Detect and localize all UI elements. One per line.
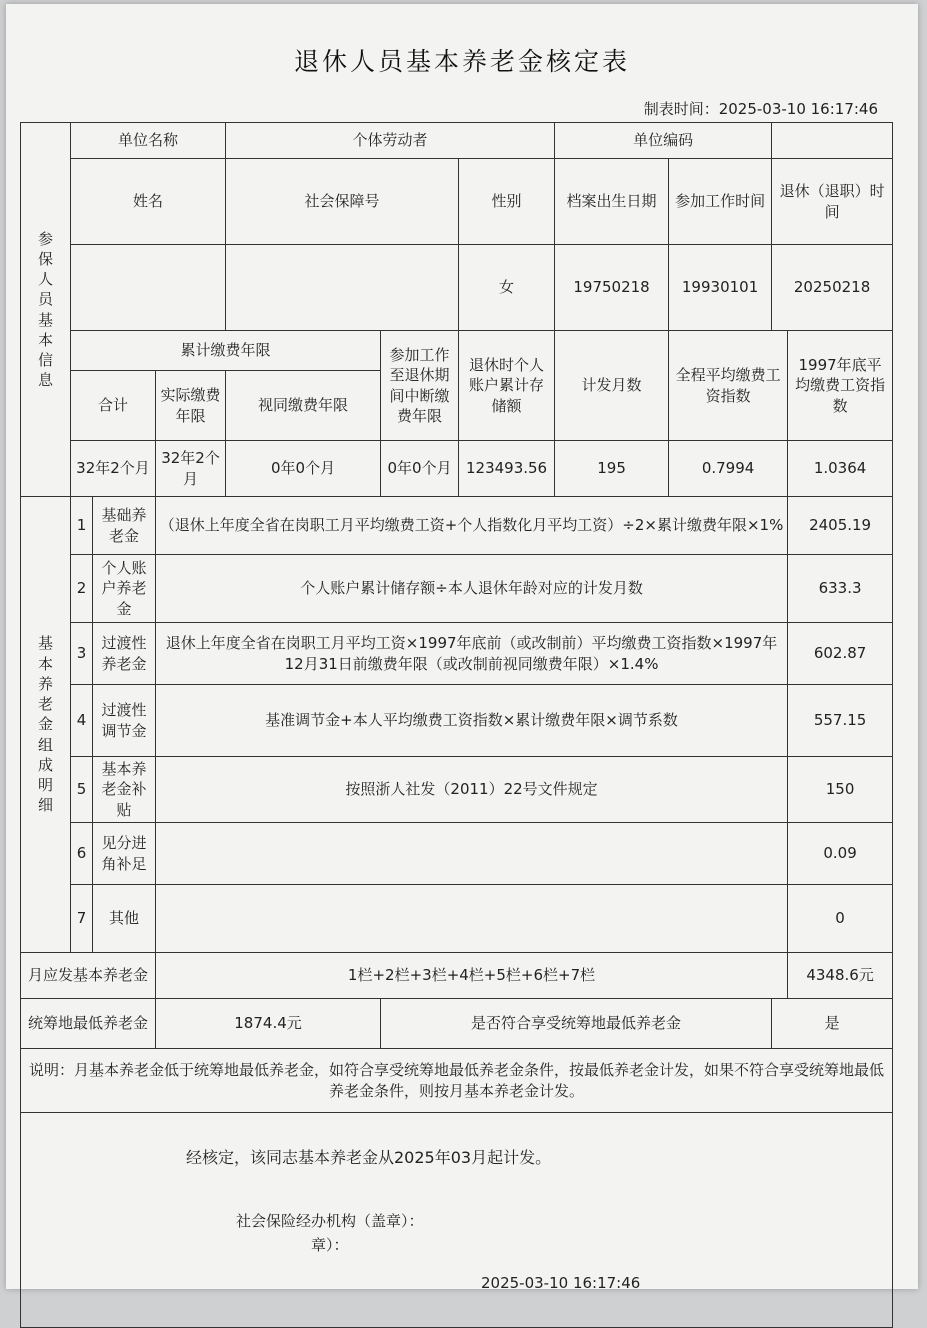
minimum-value: 1874.4元 [156, 999, 381, 1049]
component-no: 2 [71, 555, 93, 623]
component-name: 过渡性调节金 [93, 685, 156, 757]
component-name: 基础养老金 [93, 497, 156, 555]
agency-signature [236, 1209, 424, 1257]
monthly-row [21, 953, 893, 999]
verification-text: 经核定，该同志基本养老金从2025年03月起计发。 [186, 1148, 552, 1167]
vertical-char: 基 [37, 634, 53, 653]
component-row [21, 885, 893, 953]
personal-value-row [21, 245, 893, 331]
index-1997-value: 1.0364 [788, 441, 893, 497]
deemed-years-header: 视同缴费年限 [226, 371, 381, 441]
component-formula: 按照浙人社发（2011）22号文件规定 [156, 757, 788, 823]
months-header: 计发月数 [555, 331, 669, 441]
component-no: 6 [71, 823, 93, 885]
birth-value: 19750218 [555, 245, 669, 331]
component-amount: 602.87 [788, 623, 893, 685]
form-paper [6, 4, 918, 1292]
vertical-char: 金 [37, 715, 53, 734]
minimum-label: 统筹地最低养老金 [21, 999, 156, 1049]
vertical-char: 组 [37, 735, 53, 754]
payment-header-row-1 [21, 331, 893, 371]
account-balance-header: 退休时个人账户累计存储额 [459, 331, 555, 441]
vertical-char: 参 [37, 229, 53, 248]
vertical-char: 本 [37, 654, 53, 673]
vertical-char: 明 [37, 776, 53, 795]
note-text: 说明：月基本养老金低于统筹地最低养老金，如符合享受统筹地最低养老金条件，按最低养老金计发，如果不符合享受统筹地最低养老金条件，则按月基本养老金计发。 [21, 1049, 893, 1113]
minimum-answer: 是 [772, 999, 893, 1049]
name-value [71, 245, 226, 331]
unit-row [21, 123, 893, 159]
verification-area [21, 1113, 893, 1328]
bottom-time: 2025-03-10 16:17:46 [481, 1274, 641, 1292]
component-formula [156, 885, 788, 953]
monthly-label: 月应发基本养老金 [21, 953, 156, 999]
personal-header-row [21, 159, 893, 245]
component-name: 基本养老金补贴 [93, 757, 156, 823]
component-name: 个人账户养老金 [93, 555, 156, 623]
minimum-question: 是否符合享受统筹地最低养老金 [381, 999, 772, 1049]
component-row [21, 757, 893, 823]
component-formula: 个人账户累计储存额÷本人退休年龄对应的计发月数 [156, 555, 788, 623]
vertical-char: 保 [37, 249, 53, 268]
name-header: 姓名 [71, 159, 226, 245]
retire-time-value: 20250218 [772, 245, 893, 331]
component-no: 3 [71, 623, 93, 685]
payment-value-row [21, 441, 893, 497]
component-amount: 2405.19 [788, 497, 893, 555]
component-name: 过渡性养老金 [93, 623, 156, 685]
avg-index-header: 全程平均缴费工资指数 [669, 331, 788, 441]
component-name: 见分进角补足 [93, 823, 156, 885]
actual-years-value: 32年2个月 [156, 441, 226, 497]
ssn-value [226, 245, 459, 331]
index-1997-header: 1997年底平均缴费工资指数 [788, 331, 893, 441]
gender-header: 性别 [459, 159, 555, 245]
component-row [21, 823, 893, 885]
vertical-char: 养 [37, 674, 53, 693]
component-amount: 0 [788, 885, 893, 953]
component-amount: 0.09 [788, 823, 893, 885]
unit-code-label: 单位编码 [555, 123, 772, 159]
vertical-char: 人 [37, 270, 53, 288]
vertical-char: 本 [37, 330, 53, 349]
work-start-value: 19930101 [669, 245, 772, 331]
agency-line-1: 社会保险经办机构（盖章）： [236, 1212, 424, 1230]
interrupt-value: 0年0个月 [381, 441, 459, 497]
note-row [21, 1049, 893, 1113]
component-row [21, 623, 893, 685]
account-balance-value: 123493.56 [459, 441, 555, 497]
vertical-char: 员 [37, 290, 53, 309]
vertical-char: 成 [37, 755, 53, 774]
component-formula: 退休上年度全省在岗职工月平均工资×1997年底前（或改制前）平均缴费工资指数×1997年12月31日前缴费年限（或改制前视同缴费年限）×1.4% [156, 623, 788, 685]
total-years-value: 32年2个月 [71, 441, 156, 497]
total-years-header: 合计 [71, 371, 156, 441]
component-formula: （退休上年度全省在岗职工月平均缴费工资+个人指数化月平均工资）÷2×累计缴费年限×1% [156, 497, 788, 555]
agency-line-2: 章）： [311, 1236, 349, 1254]
minimum-row [21, 999, 893, 1049]
vertical-char: 基 [37, 310, 53, 329]
monthly-amount: 4348.6元 [788, 953, 893, 999]
cumulative-years-header: 累计缴费年限 [71, 331, 381, 371]
made-time: 制表时间：2025-03-10 16:17:46 [643, 100, 878, 118]
vertical-char: 信 [37, 351, 53, 369]
component-no: 4 [71, 685, 93, 757]
birth-header: 档案出生日期 [555, 159, 669, 245]
pension-table [20, 122, 893, 1328]
unit-code-value [772, 123, 893, 159]
component-no: 7 [71, 885, 93, 953]
vertical-char: 息 [37, 371, 53, 390]
monthly-formula: 1栏+2栏+3栏+4栏+5栏+6栏+7栏 [156, 953, 788, 999]
component-row [21, 497, 893, 555]
component-no: 5 [71, 757, 93, 823]
interrupt-header: 参加工作至退休期间中断缴费年限 [381, 331, 459, 441]
unit-name-value: 个体劳动者 [226, 123, 555, 159]
avg-index-value: 0.7994 [669, 441, 788, 497]
unit-name-label: 单位名称 [71, 123, 226, 159]
components-label [21, 497, 71, 953]
component-name: 其他 [93, 885, 156, 953]
retire-time-header: 退休（退职）时间 [772, 159, 893, 245]
ssn-header: 社会保障号 [226, 159, 459, 245]
vertical-char: 老 [37, 695, 53, 714]
component-row [21, 555, 893, 623]
deemed-years-value: 0年0个月 [226, 441, 381, 497]
vertical-char: 细 [37, 796, 53, 815]
component-amount: 150 [788, 757, 893, 823]
component-row [21, 685, 893, 757]
gender-value: 女 [459, 245, 555, 331]
months-value: 195 [555, 441, 669, 497]
work-start-header: 参加工作时间 [669, 159, 772, 245]
component-formula [156, 823, 788, 885]
component-formula: 基准调节金+本人平均缴费工资指数×累计缴费年限×调节系数 [156, 685, 788, 757]
component-amount: 633.3 [788, 555, 893, 623]
form-title: 退休人员基本养老金核定表 [293, 47, 630, 76]
basic-info-label [21, 123, 71, 497]
verification-row [21, 1113, 893, 1328]
component-amount: 557.15 [788, 685, 893, 757]
actual-years-header: 实际缴费年限 [156, 371, 226, 441]
component-no: 1 [71, 497, 93, 555]
